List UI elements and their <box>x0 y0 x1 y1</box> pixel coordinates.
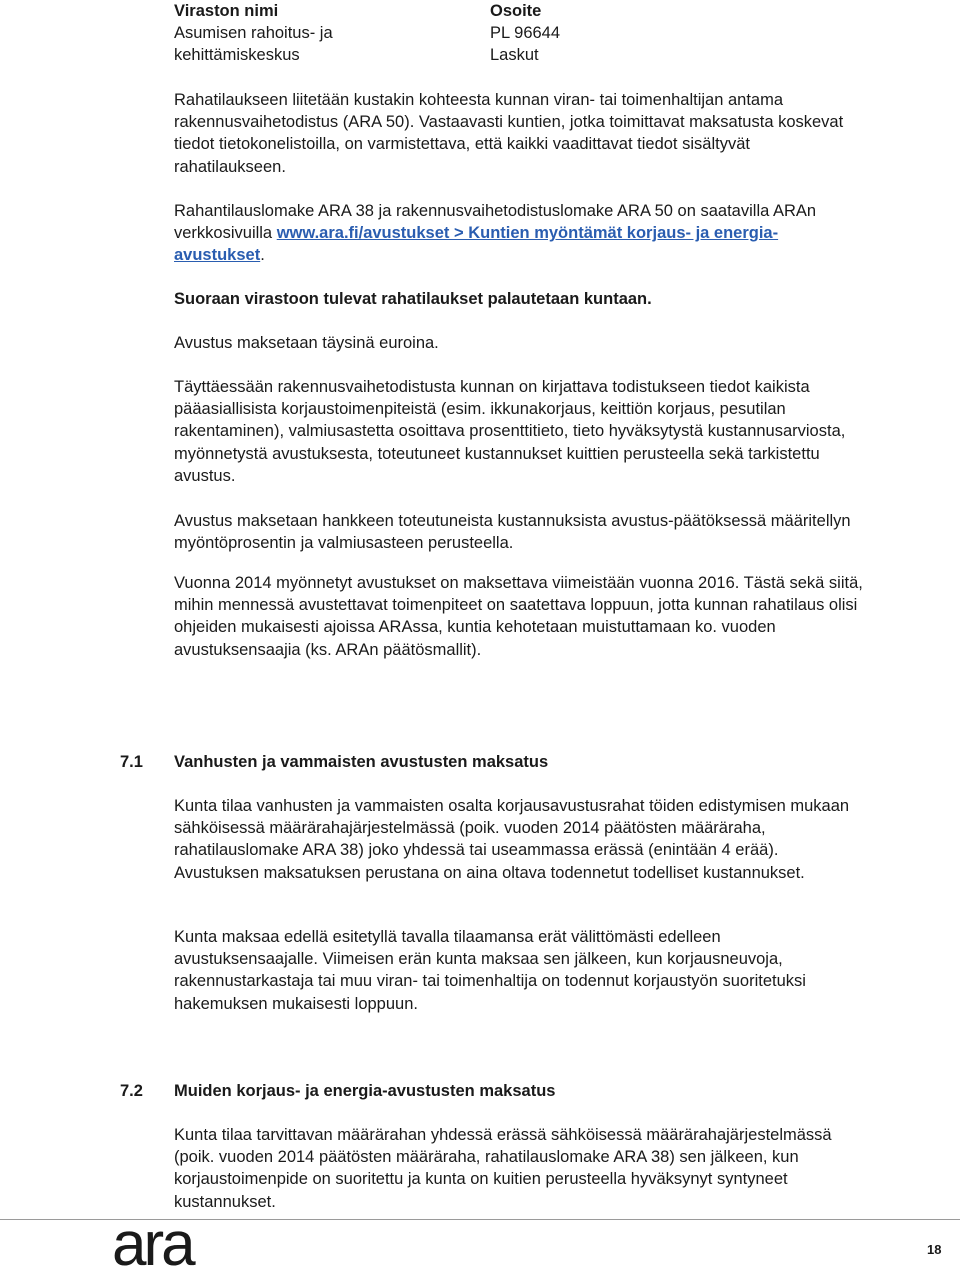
intro-paragraph-5: Täyttäessään rakennusvaihetodistusta kunnan on kirjattava todistukseen tiedot kaikista pääasiallisista korjaustoimenpiteistä (esim. ikkunakorjaus, keittiön korjaus, pesutilan rakentaminen), valmiusastetta osoittava prosenttitieto, tieto hyväksytystä kustannusarviosta, myönnetystä avustuksesta, toteutuneet kustannukset kuittien perusteella sekä tarkistettu avustus. <box>174 378 846 485</box>
ara-logo: ara <box>112 1210 193 1279</box>
intro-paragraph-6: Avustus maksetaan hankkeen toteutuneista kustannuksista avustus-päätöksessä määritellyn myöntöprosentin ja valmiusasteen perusteella. <box>174 512 851 553</box>
office-label: Viraston nimi <box>174 2 279 20</box>
intro-paragraph-1: Rahatilaukseen liitetään kustakin kohteesta kunnan viran- tai toimenhaltijan antama rakennusvaihetodistus (ARA 50). Vastaavasti kuntien, jotka toimittavat maksatusta koskevat tiedot tietokonelistoilla, on varmistettava, että kaikki vaadittavat tiedot sisältyvät rahatilaukseen. <box>174 91 844 176</box>
office-block <box>174 0 404 66</box>
intro-paragraph-3: Suoraan virastoon tulevat rahatilaukset palautetaan kuntaan. <box>174 290 652 308</box>
office-name-line2: kehittämiskeskus <box>174 46 300 64</box>
intro-paragraph-2-end: . <box>260 246 265 265</box>
address-line2: Laskut <box>490 46 539 64</box>
section-7-1-paragraph-2: Kunta maksaa edellä esitetyllä tavalla tilaamansa erät välittömästi edelleen avustuksensaajalle. Viimeisen erän kunta maksaa sen jälkeen, kun korjausneuvoja, rakennustarkastaja tai muu viran- tai toimenhaltija on todennut korjaustyön suoritetuksi hakemuksen mukaisesti loppuun. <box>174 928 806 1013</box>
address-block <box>490 0 690 66</box>
intro-paragraph-2-text: Rahantilauslomake ARA 38 ja rakennusvaihetodistuslomake ARA 50 on saatavilla ARAn verkkosivuilla <box>174 202 817 243</box>
page-number: 18 <box>927 1242 942 1257</box>
intro-paragraph-4: Avustus maksetaan täysinä euroina. <box>174 334 439 352</box>
ara-avustukset-link[interactable]: www.ara.fi/avustukset > Kuntien myöntämät korjaus- ja energia-avustukset <box>174 224 779 265</box>
section-7-1-number: 7.1 <box>120 753 143 771</box>
section-7-2-title: Muiden korjaus- ja energia-avustusten maksatus <box>174 1082 556 1100</box>
address-label: Osoite <box>490 2 542 20</box>
office-name-line1: Asumisen rahoitus- ja <box>174 24 333 42</box>
section-7-1-title: Vanhusten ja vammaisten avustusten maksatus <box>174 753 549 771</box>
address-line1: PL 96644 <box>490 24 561 42</box>
section-7-1-paragraph-1: Kunta tilaa vanhusten ja vammaisten osalta korjausavustusrahat töiden edistymisen mukaan sähköisessä määrärahajärjestelmässä (poik. vuoden 2014 päätösten määräraha, rahatilauslomake ARA 38) joko yhdessä tai useammassa erässä (enintään 4 erää). Avustuksen maksatuksen perustana on aina oltava todennetut todelliset kustannukset. <box>174 797 850 882</box>
section-7-2-paragraph-1: Kunta tilaa tarvittavan määrärahan yhdessä erässä sähköisessä määrärahajärjestelmässä (poik. vuoden 2014 päätösten määräraha, rahatilauslomake ARA 38) sen jälkeen, kun korjaustoimenpide on suoritettu ja kunta on kuitien perusteella hyväksynyt syntyneet kustannukset. <box>174 1126 832 1211</box>
section-7-2-number: 7.2 <box>120 1082 143 1100</box>
intro-paragraph-2 <box>174 200 864 267</box>
intro-paragraph-7: Vuonna 2014 myönnetyt avustukset on maksettava viimeistään vuonna 2016. Tästä sekä siitä, mihin mennessä avustettavat toimenpiteet on saatettava loppuun, jotta kunnan rahatilaus olisi ohjeiden mukaisesti ajoissa ARAssa, kuntia kehotetaan muistuttamaan ko. vuoden avustuksensaajia (ks. ARAn päätösmallit). <box>174 574 863 659</box>
